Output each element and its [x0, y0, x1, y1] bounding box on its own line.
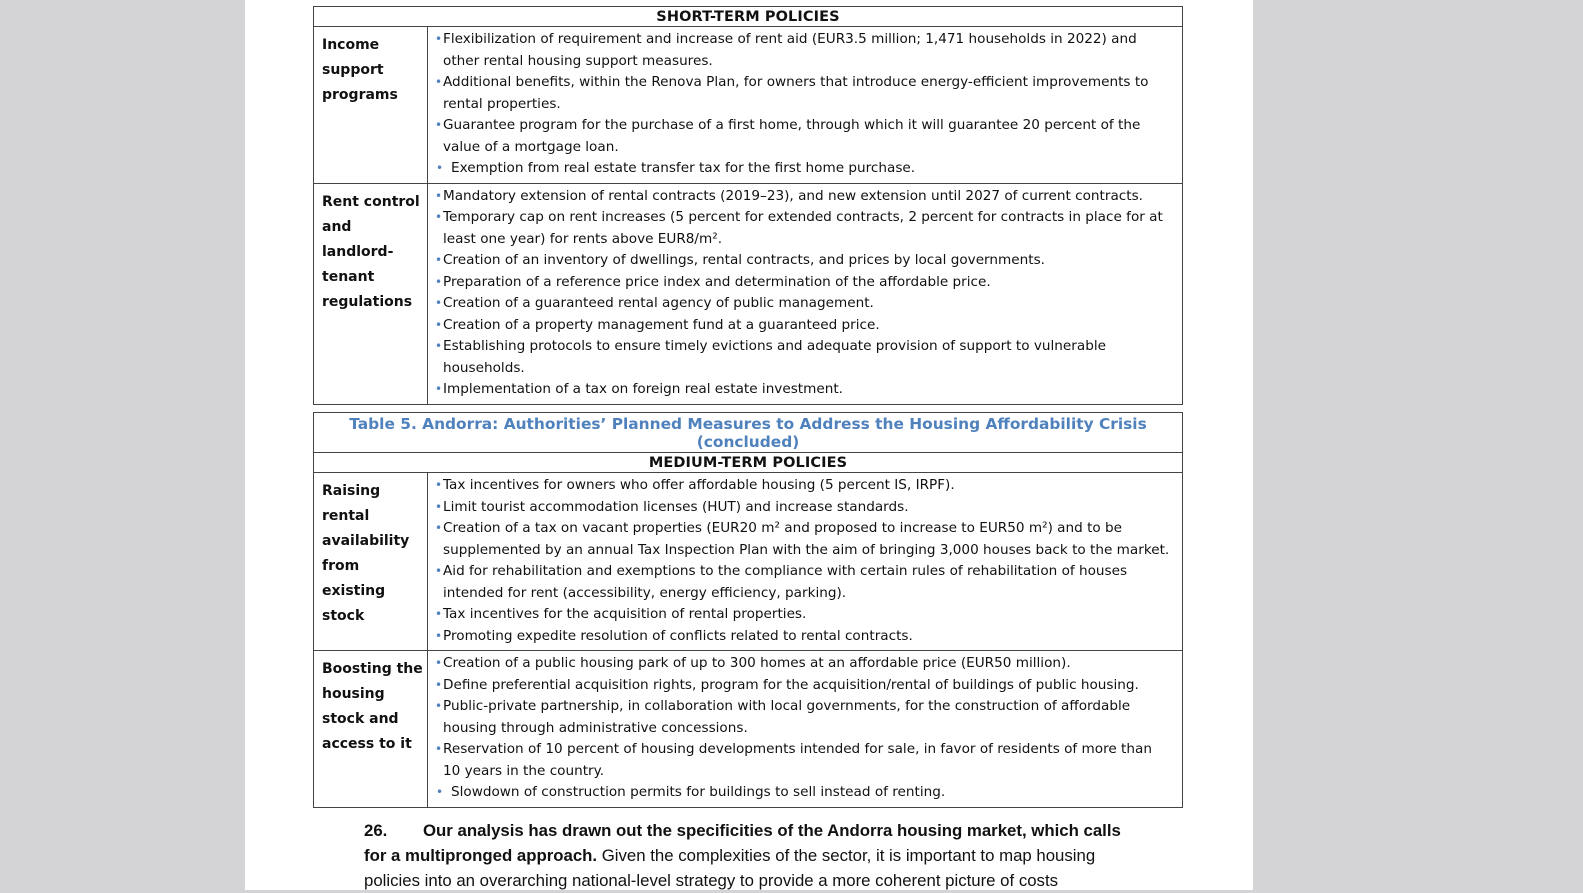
list-item: • Aid for rehabilitation and exemptions to the compliance with certain rules of rehabilitation of houses intended for rent (accessibility, energy efficiency, parking). [435, 563, 1128, 601]
list-item: • Preparation of a reference price index and determination of the affordable price. [435, 272, 1172, 294]
list-item: • Slowdown of construction permits for buildings to sell instead of renting. [435, 782, 1172, 804]
bullet-icon: • [435, 656, 443, 670]
list-item: • Implementation of a tax on foreign real estate investment. [435, 379, 1172, 401]
bullet-icon: • [435, 317, 443, 332]
bullet-icon: • [435, 296, 443, 310]
list-item: • Temporary cap on rent increases (5 percent for extended contracts, 2 percent for contracts in place for at least one year) for rents above EUR8/m². [435, 209, 1163, 247]
bullet-icon: • [435, 382, 443, 396]
bullet-icon: • [435, 339, 443, 353]
table-row [314, 183, 1183, 404]
items-cell [428, 473, 1183, 651]
list-item: • Mandatory extension of rental contracts (2019–23), and new extension until 2027 of current contracts. [435, 186, 1172, 208]
list-item: • Promoting expedite resolution of conflicts related to rental contracts. [435, 626, 1172, 648]
body-paragraph-26 [364, 818, 1144, 893]
list-item: • Public-private partnership, in collaboration with local governments, for the construction of affordable housing through administrative concessions. [435, 698, 1131, 736]
list-item: • Creation of a property management fund at a guaranteed price. [435, 315, 1172, 337]
bullet-icon: • [435, 478, 443, 492]
bullet-icon: • [435, 564, 443, 578]
table-row [314, 651, 1183, 808]
document-page [245, 0, 1253, 890]
category-cell: Boosting the housing stock and access to it [314, 651, 428, 808]
short-term-policies-table [313, 6, 1183, 405]
paragraph-text: Given the complexities of the sector, it is important to map housing policies into an overarching national-level strategy to provide a more coherent picture of costs [364, 846, 1096, 890]
section-header-short-term: SHORT-TERM POLICIES [314, 7, 1183, 27]
list-item: • Creation of a public housing park of up to 300 homes at an affordable price (EUR50 million). [435, 653, 1172, 675]
bullet-icon: • [436, 785, 444, 799]
medium-term-policies-table [313, 412, 1183, 808]
bullet-icon: • [435, 253, 443, 267]
bullet-icon: • [435, 75, 443, 89]
items-cell [428, 651, 1183, 808]
list-item: • Establishing protocols to ensure timely evictions and adequate provision of support to vulnerable households. [435, 338, 1106, 376]
list-item: • Guarantee program for the purchase of a first home, through which it will guarantee 20 percent of the value of a mortgage loan. [435, 117, 1141, 155]
table-title: Table 5. Andorra: Authorities’ Planned Measures to Address the Housing Affordability Crisis (concluded) [314, 413, 1183, 453]
bullet-icon: • [435, 699, 443, 713]
items-cell [428, 27, 1183, 184]
category-cell: Rent control and landlord-tenant regulations [314, 183, 428, 404]
bullet-icon: • [435, 118, 443, 132]
list-item: • Creation of a guaranteed rental agency of public management. [435, 293, 1172, 315]
list-item: • Exemption from real estate transfer tax for the first home purchase. [435, 158, 1172, 180]
category-cell: Income support programs [314, 27, 428, 184]
list-item: • Tax incentives for owners who offer affordable housing (5 percent IS, IRPF). [435, 475, 1172, 497]
items-cell [428, 183, 1183, 404]
bullet-icon: • [435, 628, 443, 643]
bullet-icon: • [435, 677, 443, 692]
bullet-icon: • [435, 742, 443, 756]
bullet-icon: • [435, 499, 443, 514]
bullet-icon: • [435, 521, 443, 535]
paragraph-number: 26. [364, 821, 388, 840]
bullet-icon: • [436, 161, 444, 175]
list-item: • Limit tourist accommodation licenses (HUT) and increase standards. [435, 497, 1172, 519]
list-item: • Creation of a tax on vacant properties (EUR20 m² and proposed to increase to EUR50 m²) and to be supplemented by an annual Tax Inspection Plan with the aim of bringing 3,000 houses back to the market. [435, 520, 1170, 558]
bullet-icon: • [435, 210, 443, 224]
table-row [314, 473, 1183, 651]
list-item: • Reservation of 10 percent of housing developments intended for sale, in favor of residents of more than 10 years in the country. [435, 741, 1152, 779]
bullet-icon: • [435, 188, 443, 203]
bullet-icon: • [435, 607, 443, 621]
bullet-icon: • [435, 32, 443, 46]
list-item: • Additional benefits, within the Renova Plan, for owners that introduce energy-efficient improvements to rental properties. [435, 74, 1149, 112]
list-item: • Tax incentives for the acquisition of rental properties. [435, 604, 1172, 626]
paragraph-lead: Our analysis has drawn out the specificities of the Andorra housing market, which calls for a multipronged approach. [364, 821, 1121, 865]
section-header-medium-term: MEDIUM-TERM POLICIES [314, 453, 1183, 473]
category-cell: Raising rental availability from existing stock [314, 473, 428, 651]
list-item: • Flexibilization of requirement and increase of rent aid (EUR3.5 million; 1,471 households in 2022) and other rental housing support measures. [435, 31, 1137, 69]
list-item: • Define preferential acquisition rights, program for the acquisition/rental of buildings of public housing. [435, 675, 1172, 697]
table-row [314, 27, 1183, 184]
list-item: • Creation of an inventory of dwellings, rental contracts, and prices by local governments. [435, 250, 1172, 272]
bullet-icon: • [435, 274, 443, 289]
